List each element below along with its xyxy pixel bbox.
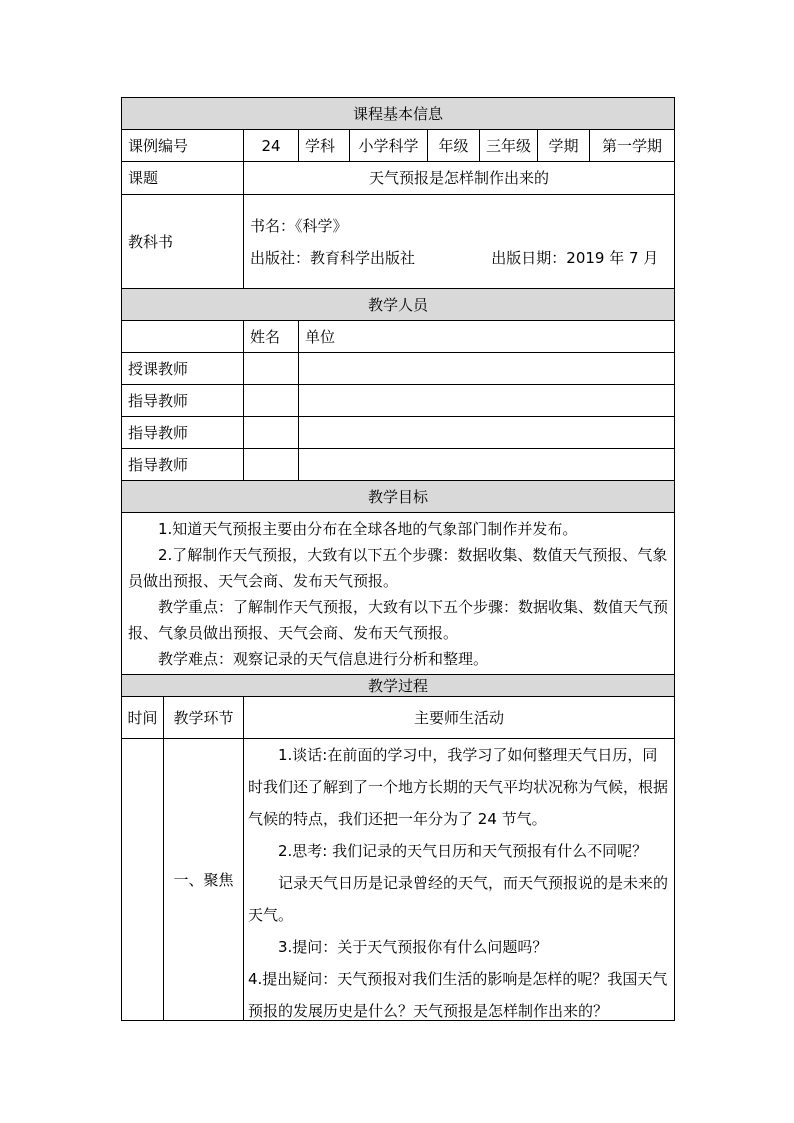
staff-unit xyxy=(299,353,675,385)
section-title-process: 教学过程 xyxy=(122,675,675,697)
staff-role: 指导教师 xyxy=(122,417,244,449)
topic-value: 天气预报是怎样制作出来的 xyxy=(244,162,675,195)
publisher-line: 出版社：教育科学出版社 出版日期：2019 年 7 月 xyxy=(250,248,659,267)
book-name: 书名：《科学》 xyxy=(250,216,348,235)
staff-unit xyxy=(299,417,675,449)
topic-label: 课题 xyxy=(122,162,244,195)
objective-key-point: 教学重点：了解制作天气预报，大致有以下五个步骤：数据收集、数值天气预报、气象员做出预报、天气会商、发布天气预报。 xyxy=(128,597,669,642)
process-activities xyxy=(244,739,675,1021)
activity-item: 1.谈话:在前面的学习中，我学习了如何整理天气日历，同时我们还了解到了一个地方长期的天气平均状况称为气候，根据气候的特点，我们还把一年分为了 24 节气。 xyxy=(248,746,669,828)
objectives-body xyxy=(122,513,675,675)
textbook-details xyxy=(244,195,675,289)
staff-col-name: 姓名 xyxy=(244,321,299,353)
staff-name xyxy=(244,417,299,449)
staff-name xyxy=(244,449,299,481)
section-title-basic-info: 课程基本信息 xyxy=(122,98,675,130)
objective-difficulty: 教学难点：观察记录的天气信息进行分析和整理。 xyxy=(158,649,489,668)
activity-item: 3.提问：关于天气预报你有什么问题吗？ xyxy=(278,938,548,956)
process-time-cell xyxy=(122,739,164,1021)
staff-unit xyxy=(299,449,675,481)
objective-item: 2.了解制作天气预报，大致有以下五个步骤：数据收集、数值天气预报、气象员做出预报、天气会商、发布天气预报。 xyxy=(128,545,668,590)
staff-role: 授课教师 xyxy=(122,353,244,385)
section-title-objectives: 教学目标 xyxy=(122,481,675,513)
staff-role: 指导教师 xyxy=(122,449,244,481)
objective-item: 1.知道天气预报主要由分布在全球各地的气象部门制作并发布。 xyxy=(158,519,578,538)
activity-item: 2.思考: 我们记录的天气日历和天气预报有什么不同呢？ xyxy=(278,842,648,860)
activity-item: 4.提出疑问：天气预报对我们生活的影响是怎样的呢？我国天气预报的发展历史是什么？天气预报是怎样制作出来的？ xyxy=(248,970,668,1020)
staff-name xyxy=(244,353,299,385)
staff-col-unit: 单位 xyxy=(299,321,675,353)
term-label: 学期 xyxy=(538,130,590,162)
staff-role: 指导教师 xyxy=(122,385,244,417)
process-col-activity: 主要师生活动 xyxy=(244,697,675,739)
staff-header-empty xyxy=(122,321,244,353)
process-stage: 一、聚焦 xyxy=(164,739,244,1021)
staff-name xyxy=(244,385,299,417)
process-col-stage: 教学环节 xyxy=(164,697,244,739)
section-title-staff: 教学人员 xyxy=(122,289,675,321)
term-value: 第一学期 xyxy=(590,130,675,162)
grade-value: 三年级 xyxy=(480,130,538,162)
lesson-id-value: 24 xyxy=(244,130,299,162)
process-col-time: 时间 xyxy=(122,697,164,739)
staff-unit xyxy=(299,385,675,417)
process-activities-content xyxy=(248,739,670,1020)
lesson-plan-page xyxy=(121,97,674,1021)
activity-item: 记录天气日历是记录曾经的天气，而天气预报说的是未来的天气。 xyxy=(248,874,669,924)
lesson-id-label: 课例编号 xyxy=(122,130,244,162)
grade-label: 年级 xyxy=(428,130,480,162)
textbook-label: 教科书 xyxy=(122,195,244,289)
lesson-plan-table xyxy=(121,97,675,1021)
subject-value: 小学科学 xyxy=(350,130,428,162)
subject-label: 学科 xyxy=(299,130,350,162)
